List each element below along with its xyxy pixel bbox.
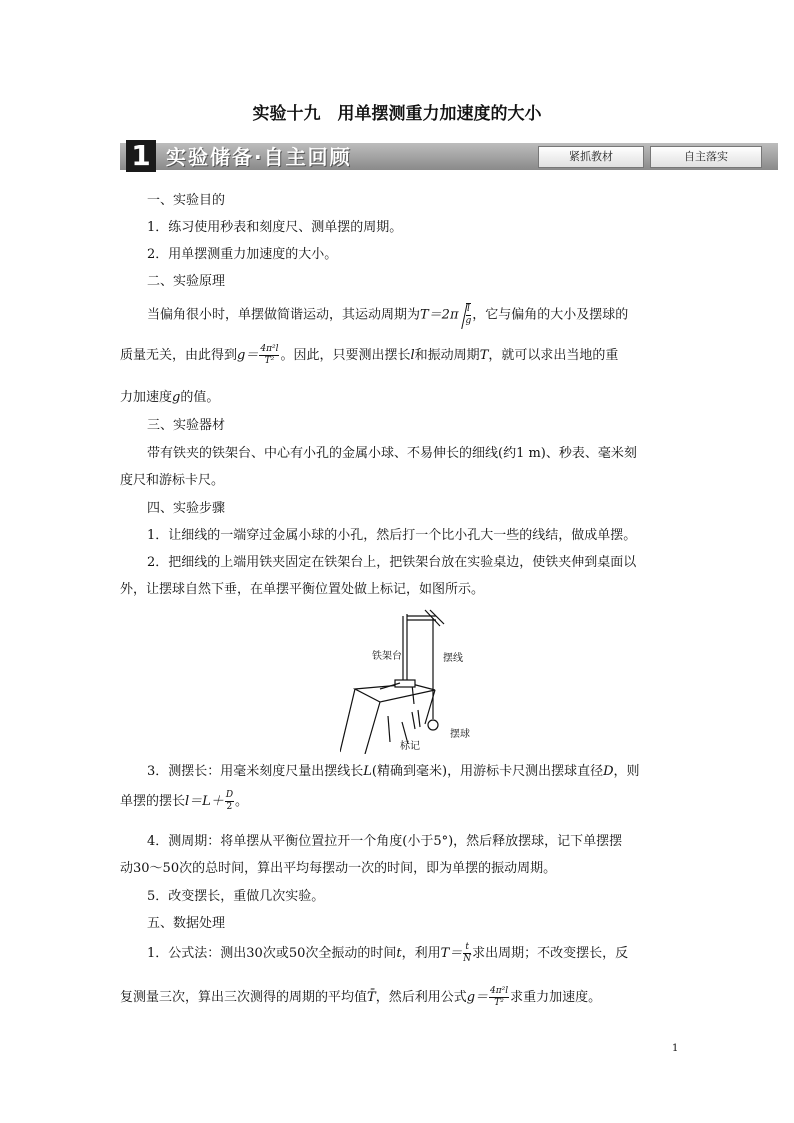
text: 和振动周期 xyxy=(414,348,480,363)
formula-period: T＝2π xyxy=(420,307,459,323)
frac-num: l xyxy=(466,303,470,314)
var: t xyxy=(396,946,402,961)
heading-steps: 四、实验步骤 xyxy=(147,501,226,516)
principle-line-2 xyxy=(120,342,618,370)
text: ，则 xyxy=(613,764,640,779)
label-stand: 铁架台 xyxy=(372,651,402,662)
step-2-line-2: 外，让摆球自然下垂，在单摆平衡位置处做上标记，如图所示。 xyxy=(120,582,485,597)
var: T xyxy=(479,348,489,363)
purpose-item-1: 1．练习使用秒表和刻度尺、测单摆的周期。 xyxy=(147,220,403,235)
text: ，它与偏角的大小及摆球的 xyxy=(472,307,629,323)
label-ball: 摆球 xyxy=(450,729,470,740)
data-line-2 xyxy=(120,984,601,1012)
frac-den: 2 xyxy=(226,802,233,812)
text: 复测量三次，算出三次测得的周期的平均值 xyxy=(120,990,368,1005)
formula-length: l＝L＋ xyxy=(185,794,224,809)
heading-principle: 二、实验原理 xyxy=(147,274,226,289)
var: D xyxy=(603,764,614,779)
pendulum-ball xyxy=(428,720,438,730)
label-string: 摆线 xyxy=(443,653,463,664)
sqrt xyxy=(459,301,473,329)
frac-num: D xyxy=(225,790,234,800)
text: 求重力加速度。 xyxy=(510,990,602,1005)
text: (精确到毫米)，用游标卡尺测出摆球直径 xyxy=(371,764,604,779)
text: 力加速度 xyxy=(120,390,173,405)
banner-title: 实验储备·自主回顾 xyxy=(166,145,352,169)
text: 质量无关，由此得到 xyxy=(120,348,238,363)
step-3-line-2 xyxy=(120,788,248,816)
step-2-line-1: 2．把细线的上端用铁夹固定在铁架台上，把铁架台放在实验桌边，使铁夹伸到桌面以 xyxy=(147,555,637,570)
frac-den: T² xyxy=(494,998,504,1008)
heading-equipment: 三、实验器材 xyxy=(147,418,226,433)
principle-line-1 xyxy=(147,301,628,330)
formula-period: T＝ xyxy=(440,946,463,961)
tag-self-study: 自主落实 xyxy=(650,146,762,168)
frac-num: t xyxy=(463,942,471,954)
frac-den: T² xyxy=(264,356,275,366)
frac-num: 4π²l xyxy=(490,986,509,996)
text: 3．测摆长：用毫米刻度尺量出摆线长 xyxy=(147,764,364,779)
text: 的值。 xyxy=(180,390,220,405)
page-title: 实验十九 用单摆测重力加速度的大小 xyxy=(252,104,542,124)
formula-g: g＝ xyxy=(237,348,259,363)
page-number: 1 xyxy=(672,1043,679,1054)
purpose-item-2: 2．用单摆测重力加速度的大小。 xyxy=(147,247,338,262)
banner-number: 1 xyxy=(126,140,156,172)
label-mark: 标记 xyxy=(400,741,420,752)
frac-num: 4π²l xyxy=(260,344,279,354)
step-4-line-1: 4．测周期：将单摆从平衡位置拉开一个角度(小于5°)，然后释放摆球，记下单摆摆 xyxy=(147,834,623,849)
text: ，利用 xyxy=(401,946,441,961)
var: L xyxy=(363,764,372,779)
var: l xyxy=(410,348,415,363)
heading-purpose: 一、实验目的 xyxy=(147,193,226,208)
data-line-1 xyxy=(147,940,628,968)
frac-den: N xyxy=(463,954,472,964)
tag-textbook: 紧抓教材 xyxy=(538,146,644,168)
principle-line-3 xyxy=(120,386,219,405)
var: g xyxy=(172,390,181,405)
formula-g: g＝ xyxy=(466,990,489,1005)
text: ，就可以求出当地的重 xyxy=(488,348,619,363)
text: 1．公式法：测出30次或50次全振动的时间 xyxy=(147,946,397,961)
text: 。 xyxy=(235,794,249,809)
step-3-line-1 xyxy=(147,760,640,779)
text: 当偏角很小时，单摆做简谐运动，其运动周期为 xyxy=(147,307,421,323)
text: 单摆的摆长 xyxy=(120,794,186,809)
heading-data: 五、数据处理 xyxy=(147,916,226,931)
text: 求出周期；不改变摆长，反 xyxy=(472,946,629,961)
var: T̄ xyxy=(367,990,376,1005)
text: 。因此，只要测出摆长 xyxy=(280,348,411,363)
text: ，然后利用公式 xyxy=(375,990,467,1005)
frac-den: g xyxy=(465,315,472,326)
step-5: 5．改变摆长，重做几次实验。 xyxy=(147,889,325,904)
step-1: 1．让细线的一端穿过金属小球的小孔，然后打一个比小孔大一些的线结，做成单摆。 xyxy=(147,528,637,543)
equipment-line-2: 度尺和游标卡尺。 xyxy=(120,473,225,488)
step-4-line-2: 动30～50次的总时间，算出平均每摆动一次的时间，即为单摆的振动周期。 xyxy=(120,861,557,876)
equipment-line-1: 带有铁夹的铁架台、中心有小孔的金属小球、不易伸长的细线(约1 m)、秒表、毫米刻 xyxy=(147,446,637,461)
section-banner xyxy=(120,140,778,172)
